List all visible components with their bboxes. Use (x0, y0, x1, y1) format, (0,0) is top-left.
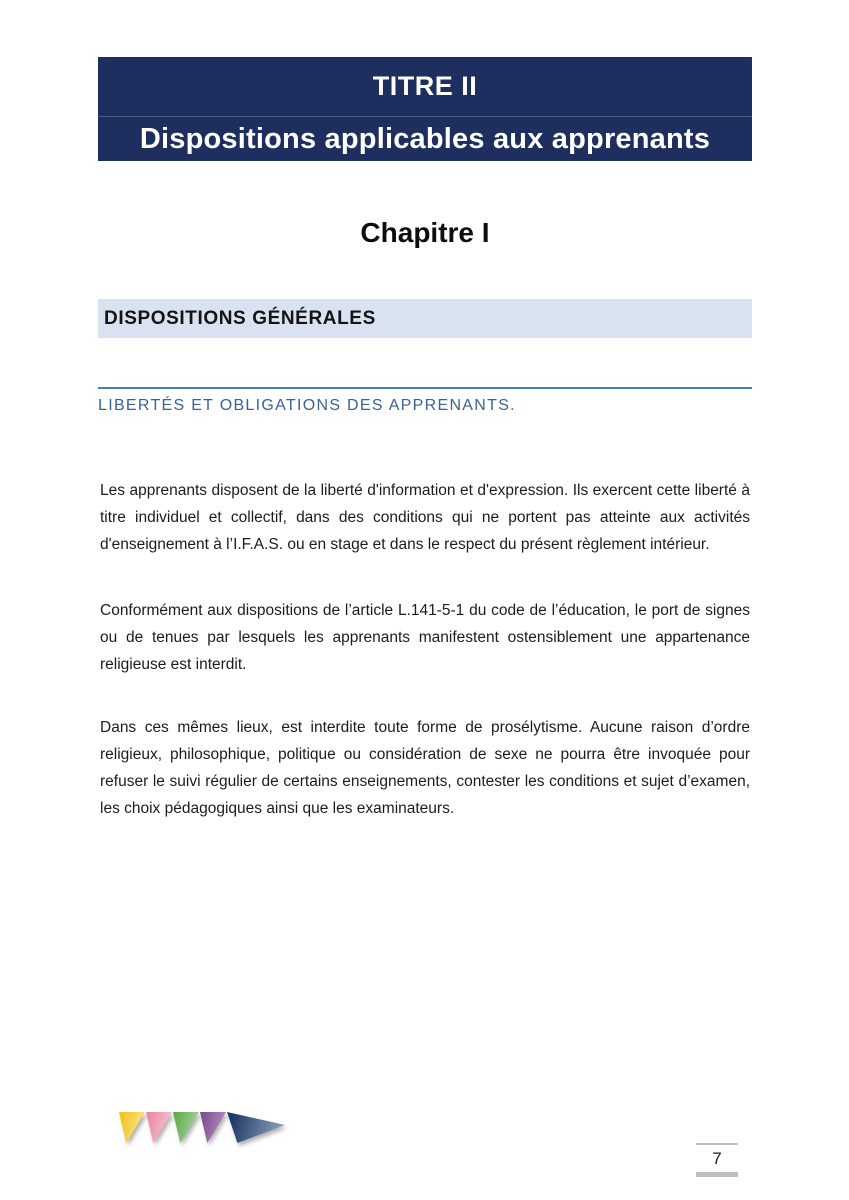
section-banner-label: DISPOSITIONS GÉNÉRALES (104, 307, 376, 329)
body-paragraph-1: Les apprenants disposent de la liberté d'information et d'expression. Ils exercent cette liberté à titre individuel et collectif, dans des conditions qui ne portent pas atteinte aux activités d'enseignement à l’I.F.A.S. ou en stage et dans le respect du présent règlement intérieur. (100, 481, 750, 553)
title-band (98, 57, 752, 161)
footer-logo (119, 1112, 285, 1143)
title-band-subtitle: Dispositions applicables aux apprenants (139, 122, 711, 155)
page-number-block (696, 1143, 738, 1177)
section-banner (98, 299, 752, 338)
body-paragraph-3: Dans ces mêmes lieux, est interdite toute forme de prosélytisme. Aucune raison d’ordre religieux, philosophique, politique ou considération de sexe ne pourra être invoquée pour refuser le suivi régulier de certains enseignements, contester les conditions et sujet d’examen, les choix pédagogiques ainsi que les examinateurs. (100, 718, 750, 817)
subsection-heading (98, 387, 752, 415)
title-band-title: TITRE II (98, 57, 752, 117)
body-paragraph-2: Conformément aux dispositions de l’article L.141-5-1 du code de l’éducation, le port de signes ou de tenues par lesquels les apprenants manifestent ostensiblement une appartenance religieuse est interdit. (100, 601, 750, 673)
subsection-heading-label: LIBERTÉS ET OBLIGATIONS DES APPRENANTS. (98, 397, 516, 414)
page-number-rule-bottom (696, 1172, 738, 1177)
logo-triangle-purple-icon (200, 1112, 226, 1143)
page-number: 7 (712, 1149, 722, 1168)
logo-triangle-navy-icon (227, 1112, 285, 1143)
logo-triangle-pink-icon (146, 1112, 172, 1143)
logo-triangle-green-icon (173, 1112, 199, 1143)
logo-triangle-yellow-icon (119, 1112, 145, 1143)
chapter-heading: Chapitre I (360, 217, 490, 248)
